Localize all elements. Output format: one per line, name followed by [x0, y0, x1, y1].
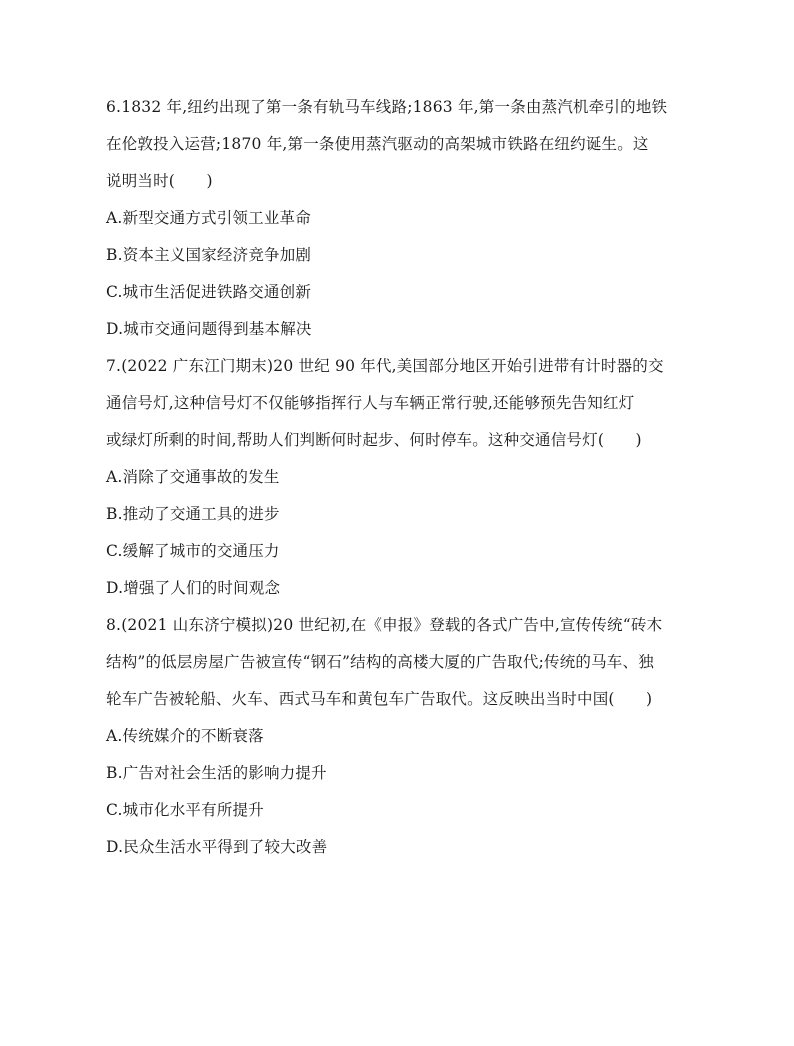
option-a: A.消除了交通事故的发生 [106, 468, 280, 486]
question-8 [106, 607, 696, 866]
option-a: A.新型交通方式引领工业革命 [106, 209, 311, 227]
question-stem-line: 在伦敦投入运营;1870 年,第一条使用蒸汽驱动的高架城市铁路在纽约诞生。这 [106, 135, 649, 153]
option-c: C.城市生活促进铁路交通创新 [106, 283, 312, 301]
option-d: D.增强了人们的时间观念 [106, 579, 281, 597]
option-b: B.资本主义国家经济竞争加剧 [106, 246, 312, 264]
question-stem-line: 6.1832 年,纽约出现了第一条有轨马车线路;1863 年,第一条由蒸汽机牵引的地铁 [106, 98, 668, 116]
option-d: D.城市交通问题得到基本解决 [106, 320, 312, 338]
question-stem-line: 结构”的低层房屋广告被宣传“钢石”结构的高楼大厦的广告取代;传统的马车、独 [106, 653, 654, 671]
question-7 [106, 348, 696, 607]
option-d: D.民众生活水平得到了较大改善 [106, 838, 328, 856]
question-6 [106, 89, 696, 348]
option-b: B.广告对社会生活的影响力提升 [106, 764, 327, 782]
question-stem-line: 轮车广告被轮船、火车、西式马车和黄包车广告取代。这反映出当时中国( ) [106, 690, 653, 708]
question-stem-line: 8.(2021 山东济宁模拟)20 世纪初,在《申报》登载的各式广告中,宣传传统“砖木 [106, 616, 663, 634]
question-stem-line: 7.(2022 广东江门期末)20 世纪 90 年代,美国部分地区开始引进带有计时器的交 [106, 357, 664, 375]
option-c: C.城市化水平有所提升 [106, 801, 264, 819]
question-stem-line: 通信号灯,这种信号灯不仅能够指挥行人与车辆正常行驶,还能够预先告知红灯 [106, 394, 635, 412]
option-b: B.推动了交通工具的进步 [106, 505, 280, 523]
option-a: A.传统媒介的不断衰落 [106, 727, 264, 745]
question-stem-line: 说明当时( ) [106, 172, 213, 190]
question-stem-line: 或绿灯所剩的时间,帮助人们判断何时起步、何时停车。这种交通信号灯( ) [106, 431, 642, 449]
option-c: C.缓解了城市的交通压力 [106, 542, 280, 560]
